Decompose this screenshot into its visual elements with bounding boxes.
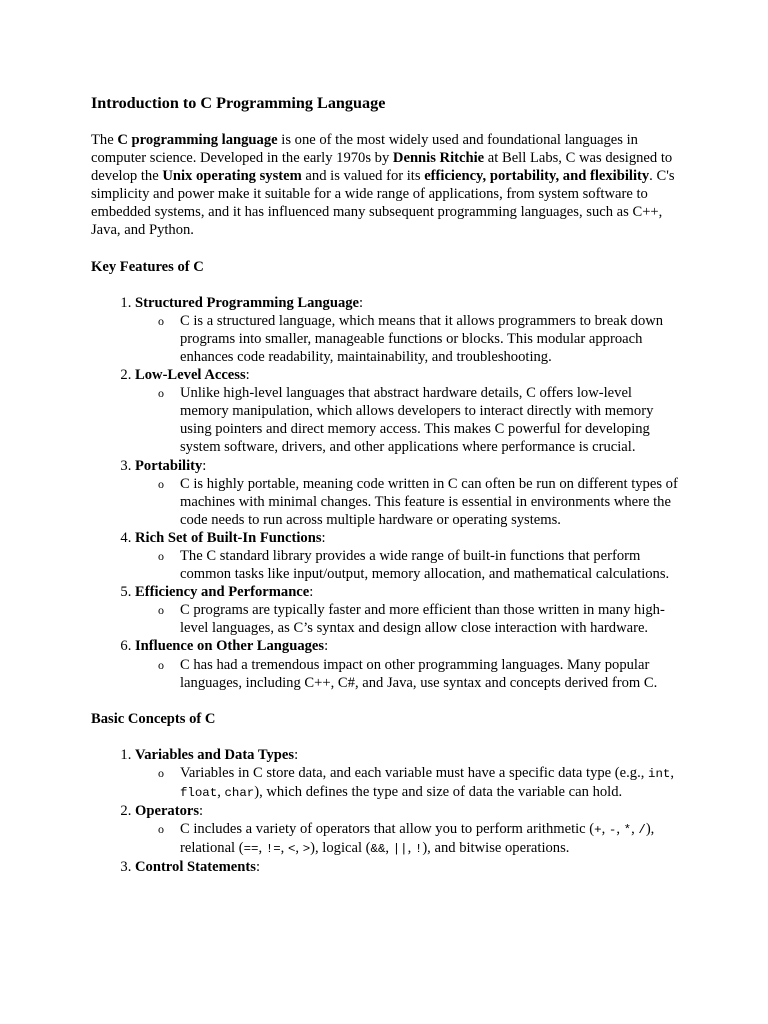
concept-text: , [670, 764, 674, 781]
colon: : [294, 746, 299, 763]
features-list [91, 294, 683, 692]
bullet-icon: o [158, 765, 164, 780]
concept-text: ), relational ( [180, 821, 655, 857]
code-token: / [638, 823, 646, 838]
colon: : [359, 294, 364, 311]
intro-bold: C programming language [117, 132, 278, 148]
feature-description: C has had a tremendous impact on other programming languages. Many popular languages, including C++, C#, and Java, use syntax and concepts derived from C. [180, 656, 658, 691]
feature-title: Rich Set of Built-In Functions [135, 529, 322, 546]
document-title: Introduction to C Programming Language [91, 94, 386, 112]
sub-list [135, 601, 683, 637]
intro-bold: Unix operating system [162, 168, 302, 185]
concept-text: , [258, 840, 266, 857]
sub-list [135, 820, 683, 858]
feature-title: Low-Level Access [135, 367, 246, 384]
intro-bold: Dennis Ritchie [392, 150, 485, 167]
concept-text: ), which defines the type and size of data the variable can hold. [254, 784, 623, 800]
code-token: > [302, 842, 311, 857]
feature-description: C is highly portable, meaning code written in C can often be run on different types of machines with minimal changes. This feature is essential in environments where the code needs to run across multiple hardware or operating systems. [180, 475, 678, 528]
sub-list-item [158, 764, 683, 802]
feature-description: C is a structured language, which means that it allows programmers to break down programs into smaller, manageable functions or blocks. This modular approach enhances code readability, maintainability, and troubleshooting. [180, 312, 664, 365]
feature-description: C programs are typically faster and more efficient than those written in many high-level languages, as C’s syntax and design allow close interaction with hardware. [180, 602, 665, 637]
intro-text: and is valued for its [301, 168, 425, 185]
list-item [135, 457, 683, 529]
feature-title: Influence on Other Languages [135, 638, 325, 655]
bullet-icon: o [158, 313, 164, 328]
concept-title: Operators [135, 803, 200, 820]
concepts-heading: Basic Concepts of C [91, 710, 216, 727]
code-token: + [594, 823, 602, 838]
code-token: == [243, 842, 259, 857]
code-token: - [608, 823, 617, 838]
sub-list-item [158, 475, 683, 529]
sub-list-item [158, 384, 683, 456]
sub-list-item [158, 601, 683, 637]
feature-title: Structured Programming Language [135, 294, 360, 311]
list-item [135, 583, 683, 637]
colon: : [245, 367, 250, 384]
concept-text: , [295, 840, 303, 857]
code-token: || [392, 842, 408, 857]
document-page [91, 93, 683, 894]
feature-title: Efficiency and Performance [135, 584, 310, 601]
concepts-list [91, 746, 683, 877]
code-token: != [265, 842, 281, 857]
concept-text: , [385, 840, 393, 857]
colon: : [199, 803, 204, 820]
bullet-icon: o [158, 822, 164, 837]
code-token: && [370, 842, 386, 857]
colon: : [321, 529, 326, 546]
concept-text: ), and bitwise operations. [422, 840, 570, 857]
intro-paragraph [91, 131, 683, 240]
code-token: float [180, 786, 218, 800]
intro-bold: efficiency, portability, and flexibility [424, 168, 650, 185]
sub-list [135, 312, 683, 366]
concept-title: Control Statements [135, 859, 256, 876]
sub-list-item [158, 312, 683, 366]
code-token: char [224, 786, 255, 800]
list-item [135, 294, 683, 366]
colon: : [202, 457, 207, 474]
sub-list-item [158, 656, 683, 692]
sub-list [135, 547, 683, 583]
concept-text: C includes a variety of operators that allow you to perform arithmetic ( [180, 821, 595, 838]
colon: : [324, 638, 329, 655]
features-heading: Key Features of C [91, 258, 204, 275]
feature-description: Unlike high-level languages that abstract hardware details, C offers low-level memory manipulation, which allows developers to interact directly with memory using pointers and direct memory access. This makes C powerful for developing system software, drivers, and other applications where performance is crucial. [180, 385, 654, 456]
sub-list-item [158, 547, 683, 583]
intro-text: at Bell Labs, C was designed to develop the [91, 150, 673, 185]
code-token: ! [414, 842, 423, 857]
bullet-icon: o [158, 386, 164, 401]
list-item [135, 858, 683, 876]
code-token: < [287, 842, 296, 857]
concept-text: Variables in C store data, and each variable must have a specific data type (e.g., [180, 764, 649, 781]
code-token: * [623, 823, 632, 838]
concept-text: , [631, 821, 639, 838]
sub-list [135, 475, 683, 529]
bullet-icon: o [158, 548, 164, 563]
feature-description: The C standard library provides a wide range of built-in functions that perform common tasks like input/output, memory allocation, and mathematical calculations. [180, 547, 670, 583]
intro-text: The [91, 132, 118, 148]
intro-text: is one of the most widely used and foundational languages in computer science. Developed in the early 1970s by [91, 132, 638, 167]
sub-list [135, 656, 683, 692]
bullet-icon: o [158, 657, 164, 672]
feature-title: Portability [135, 457, 203, 474]
intro-text: . C's simplicity and power make it suitable for a wide range of applications, from system software to embedded systems, and it has influenced many subsequent programming languages, such as C++, Java, and Python. [91, 168, 675, 239]
list-item [135, 366, 683, 456]
concept-text: , [280, 840, 288, 857]
list-item [135, 746, 683, 802]
sub-list-item [158, 820, 683, 858]
bullet-icon: o [158, 603, 164, 618]
concept-text: , [217, 784, 225, 800]
list-item [135, 802, 683, 858]
list-item [135, 529, 683, 583]
sub-list [135, 764, 683, 802]
colon: : [309, 584, 314, 601]
concept-text: , [601, 821, 609, 838]
concept-text: , [407, 840, 415, 857]
concept-text: , [616, 821, 624, 838]
concept-title: Variables and Data Types [135, 746, 295, 763]
concept-text: ), logical ( [310, 840, 371, 857]
list-item [135, 637, 683, 691]
bullet-icon: o [158, 476, 164, 491]
code-token: int [648, 766, 671, 781]
colon: : [255, 859, 260, 876]
sub-list [135, 384, 683, 456]
